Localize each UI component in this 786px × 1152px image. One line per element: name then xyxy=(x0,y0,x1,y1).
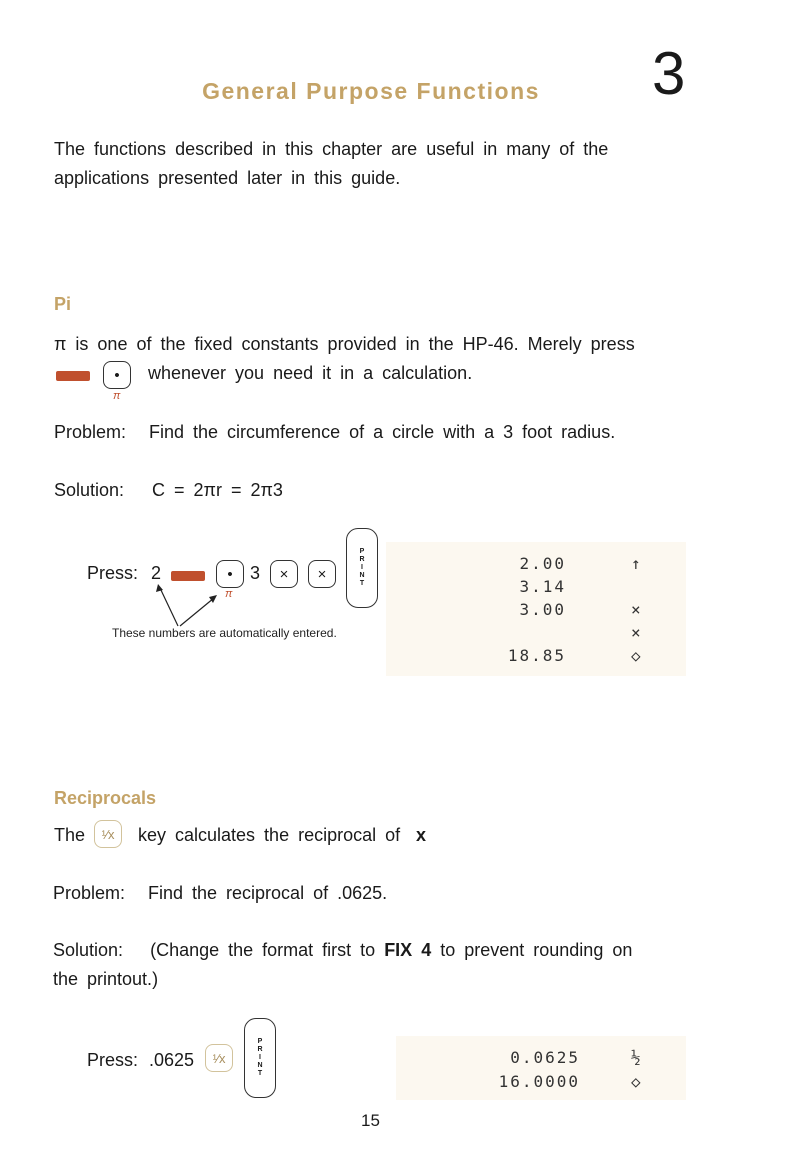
intro-line-1: The functions described in this chapter are useful in many of the xyxy=(54,139,609,159)
chapter-title: General Purpose Functions xyxy=(202,78,540,104)
pi-line-1: π is one of the fixed constants provided in the HP-46. Merely press xyxy=(54,334,635,354)
red-shift-key xyxy=(56,368,90,386)
tape-value: 3.14 xyxy=(519,577,566,596)
tape-value: 18.85 xyxy=(507,646,566,665)
reciprocal-solution-pre: (Change the format first to xyxy=(150,940,376,960)
pi-key-sublabel: π xyxy=(225,588,233,600)
print-letter: I xyxy=(259,1054,261,1061)
pi-solution-text: C = 2πr = 2π3 xyxy=(152,480,283,500)
annotation-arrows xyxy=(140,580,240,632)
arrow-line xyxy=(180,598,214,626)
printout-tape xyxy=(386,542,686,676)
press-digit-3: 3 xyxy=(250,563,261,583)
print-letter: R xyxy=(257,1046,263,1053)
reciprocal-line-rest: key calculates the reciprocal of xyxy=(138,825,401,845)
reciprocal-problem-text: Find the reciprocal of .0625. xyxy=(148,883,388,903)
print-key xyxy=(346,528,378,608)
print-letter: T xyxy=(359,580,365,587)
page-number: 15 xyxy=(361,1111,380,1130)
pi-solution-label: Solution: xyxy=(54,480,125,500)
pi-key-sublabel: π xyxy=(113,390,121,402)
print-key xyxy=(244,1018,276,1098)
multiply-key: × xyxy=(308,560,336,588)
tape-symbol: ◇ xyxy=(631,1072,643,1091)
tape-value: 3.00 xyxy=(519,600,566,619)
printout-tape xyxy=(396,1036,686,1100)
print-letter: P xyxy=(257,1038,263,1045)
reciprocals-heading: Reciprocals xyxy=(54,788,157,808)
print-letter: T xyxy=(257,1070,263,1077)
tape-value: 0.0625 xyxy=(510,1048,580,1067)
reciprocal-var: x xyxy=(416,825,427,845)
press-digit-2: 2 xyxy=(151,563,162,583)
print-letter: N xyxy=(359,572,365,579)
tape-symbol: × xyxy=(631,623,643,642)
pi-problem-label: Problem: xyxy=(54,422,127,442)
auto-entry-note: These numbers are automatically entered. xyxy=(112,626,337,640)
reciprocal-key: ¹⁄x xyxy=(205,1044,233,1072)
pi-press-label: Press: xyxy=(87,563,139,583)
print-letter: P xyxy=(359,548,365,555)
reciprocal-key: ¹⁄x xyxy=(94,820,122,848)
reciprocal-solution-post: to prevent rounding on xyxy=(440,940,633,960)
reciprocal-solution-line-2: the printout.) xyxy=(53,969,159,989)
print-letter: R xyxy=(359,556,365,563)
print-letter: N xyxy=(257,1062,263,1069)
fix-4-label: FIX 4 xyxy=(384,940,432,960)
reciprocal-solution-label: Solution: xyxy=(53,940,124,960)
tape-value: 16.0000 xyxy=(498,1072,580,1091)
reciprocal-press-value: .0625 xyxy=(149,1050,195,1070)
reciprocal-solution-line-1 xyxy=(53,936,693,965)
pi-problem-text: Find the circumference of a circle with a 3 foot radius. xyxy=(149,422,616,442)
print-letter: I xyxy=(361,564,363,571)
tape-symbol: ↑ xyxy=(631,554,643,573)
tape-symbol: × xyxy=(631,600,643,619)
chapter-number: 3 xyxy=(652,40,686,107)
multiply-key: × xyxy=(270,560,298,588)
reciprocal-press-label: Press: xyxy=(87,1050,139,1070)
tape-value: 2.00 xyxy=(519,554,566,573)
tape-symbol: ½ xyxy=(631,1048,643,1067)
arrow-line xyxy=(160,588,178,626)
reciprocal-problem-label: Problem: xyxy=(53,883,126,903)
reciprocal-the: The xyxy=(54,825,86,845)
pi-key: • xyxy=(216,560,244,588)
tape-symbol: ◇ xyxy=(631,646,643,665)
pi-heading: Pi xyxy=(54,294,72,314)
pi-line-2: whenever you need it in a calculation. xyxy=(148,363,473,383)
intro-line-2: applications presented later in this guide. xyxy=(54,168,401,188)
pi-key: • xyxy=(103,361,131,389)
